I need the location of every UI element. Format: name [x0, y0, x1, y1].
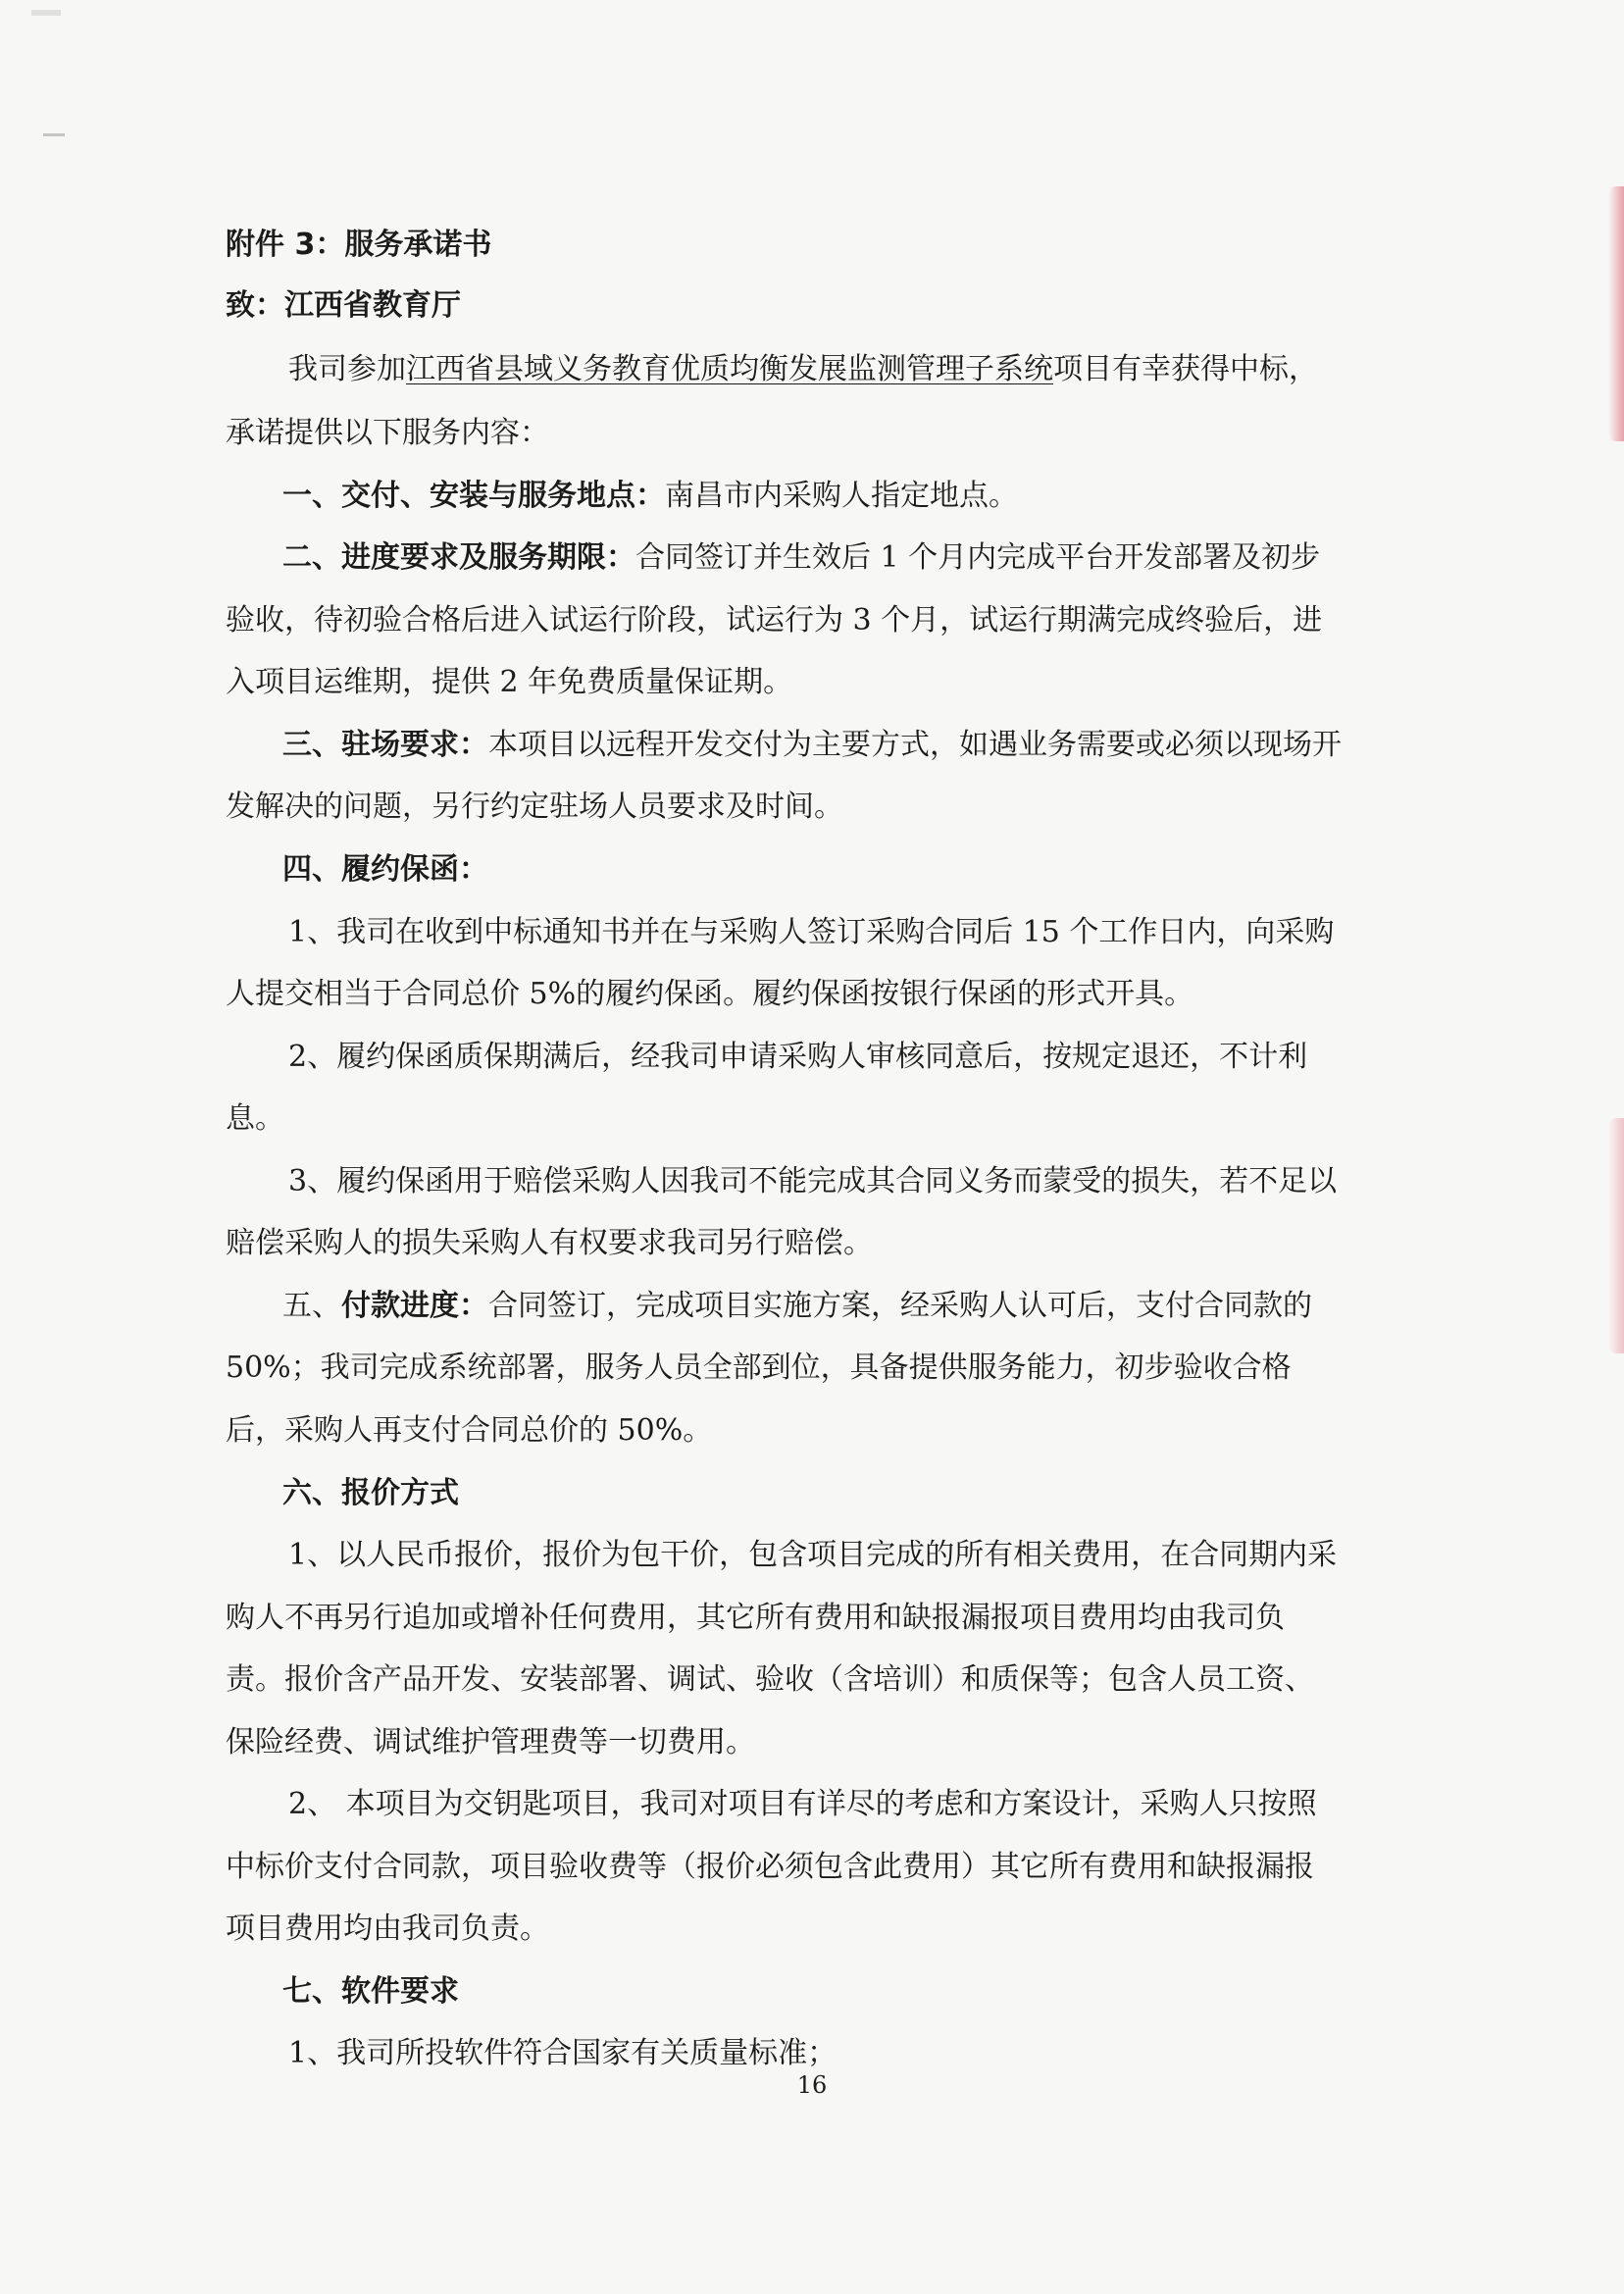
- section-4-p3-line-2: 赔偿采购人的损失采购人有权要求我司另行赔偿。: [226, 1226, 873, 1260]
- section-4-heading: 四、履约保函：: [282, 852, 488, 887]
- section-6-p2-line-2: 中标价支付合同款，项目验收费等（报价必须包含此费用）其它所有费用和缺报漏报: [226, 1850, 1314, 1884]
- seal-stamp-edge: [1608, 1118, 1624, 1353]
- project-name: 江西省县域义务教育优质均衡发展监测管理子系统: [406, 352, 1053, 386]
- section-6-p2-line-1: 2、 本项目为交钥匙项目，我司对项目有详尽的考虑和方案设计，采购人只按照: [288, 1787, 1317, 1821]
- section-4-p3-line-1: 3、履约保函用于赔偿采购人因我司不能完成其合同义务而蒙受的损失，若不足以: [288, 1164, 1338, 1198]
- section-6-heading: 六、报价方式: [282, 1476, 459, 1510]
- section-3-line-1: 三、驻场要求：本项目以远程开发交付为主要方式，如遇业务需要或必须以现场开: [282, 728, 1342, 762]
- section-5-line-2: 50%；我司完成系统部署，服务人员全部到位，具备提供服务能力，初步验收合格: [226, 1351, 1292, 1385]
- section-1: 一、交付、安装与服务地点：南昌市内采购人指定地点。: [282, 479, 1018, 513]
- section-3-line-2: 发解决的问题，另行约定驻场人员要求及时间。: [226, 790, 843, 824]
- scan-artifact: [43, 133, 65, 136]
- section-6-p1-line-2: 购人不再另行追加或增补任何费用，其它所有费用和缺报漏报项目费用均由我司负: [226, 1601, 1285, 1635]
- section-5-line-3: 后，采购人再支付合同总价的 50%。: [226, 1413, 713, 1448]
- intro-line-2: 承诺提供以下服务内容：: [226, 416, 549, 450]
- section-2-line-1: 二、进度要求及服务期限：合同签订并生效后 1 个月内完成平台开发部署及初步: [282, 540, 1321, 575]
- section-5-line-1: 五、付款进度：合同签订，完成项目实施方案，经采购人认可后，支付合同款的: [282, 1289, 1312, 1323]
- section-4-p1-line-2: 人提交相当于合同总价 5%的履约保函。履约保函按银行保函的形式开具。: [226, 977, 1194, 1011]
- seal-stamp-edge: [1608, 186, 1624, 441]
- section-4-p2-line-2: 息。: [226, 1101, 284, 1136]
- doc-title: 附件 3：服务承诺书: [226, 228, 492, 262]
- section-2-line-3: 入项目运维期，提供 2 年免费质量保证期。: [226, 665, 793, 699]
- section-7-heading: 七、软件要求: [282, 1974, 459, 2009]
- section-6-p1-line-1: 1、以人民币报价，报价为包干价，包含项目完成的所有相关费用，在合同期内采: [288, 1538, 1338, 1572]
- section-4-p1-line-1: 1、我司在收到中标通知书并在与采购人签订采购合同后 15 个工作日内，向采购: [288, 915, 1335, 949]
- section-2-line-2: 验收，待初验合格后进入试运行阶段，试运行为 3 个月，试运行期满完成终验后，进: [226, 603, 1323, 637]
- page-number: 16: [796, 2071, 828, 2099]
- section-6-p1-line-3: 责。报价含产品开发、安装部署、调试、验收（含培训）和质保等；包含人员工资、: [226, 1662, 1314, 1697]
- doc-recipient: 致：江西省教育厅: [226, 288, 461, 323]
- intro-line-1: 我司参加江西省县域义务教育优质均衡发展监测管理子系统项目有幸获得中标，: [288, 352, 1318, 386]
- section-6-p1-line-4: 保险经费、调试维护管理费等一切费用。: [226, 1725, 755, 1759]
- section-6-p2-line-3: 项目费用均由我司负责。: [226, 1912, 549, 1946]
- scan-artifact: [31, 10, 61, 16]
- section-4-p2-line-1: 2、履约保函质保期满后，经我司申请采购人审核同意后，按规定退还，不计利: [288, 1040, 1308, 1074]
- section-7-p1: 1、我司所投软件符合国家有关质量标准；: [288, 2036, 837, 2070]
